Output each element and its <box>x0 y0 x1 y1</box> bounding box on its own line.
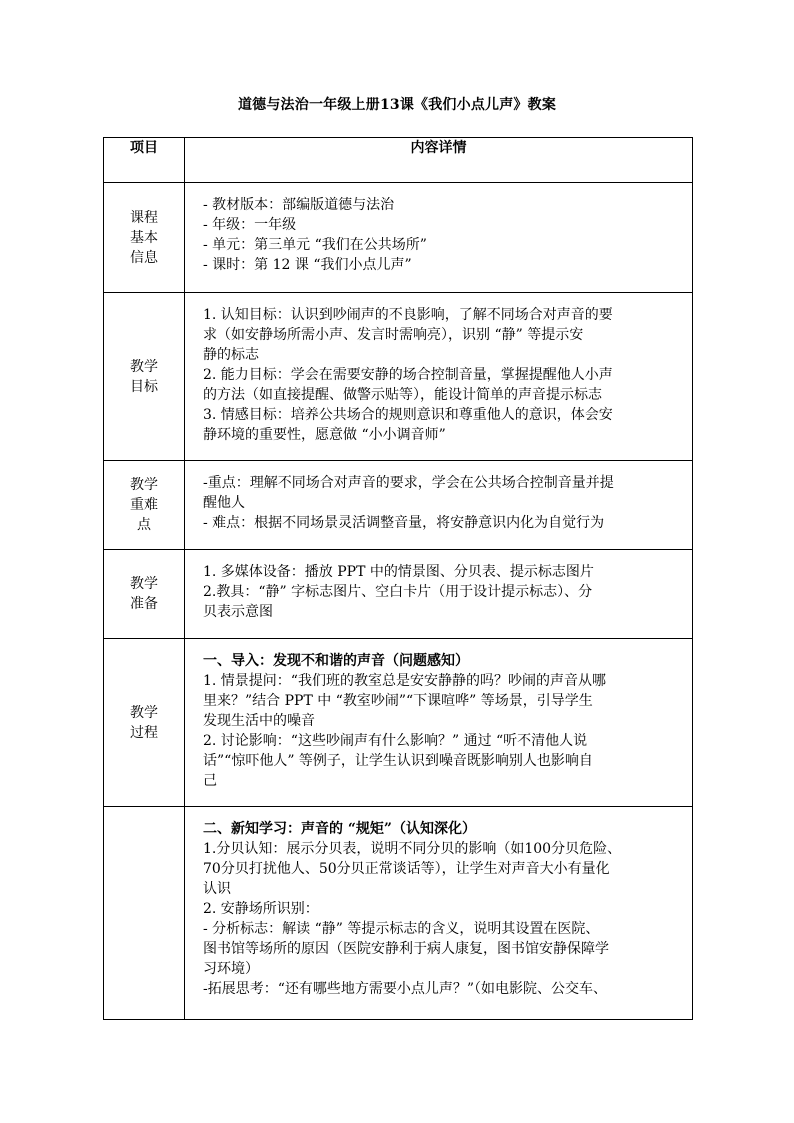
content-line: 70分贝打扰他人、50分贝正常谈话等），让学生对声音大小有量化 <box>203 861 610 877</box>
row-label-line: 教学 <box>130 477 158 493</box>
row-label-line: 点 <box>137 517 151 533</box>
row-label-cell <box>104 807 185 1020</box>
section-heading: 二、新知学习：声音的 “规矩”（认知深化） <box>203 821 476 837</box>
content-line: 1. 情景提问：“我们班的教室总是安安静静的吗？吵闹的声音从哪 <box>203 673 606 689</box>
row-label-line: 重难 <box>130 497 158 513</box>
content-line: 图书馆等场所的原因（医院安静利于病人康复，图书馆安静保障学 <box>203 941 609 957</box>
row-content-cell <box>185 293 693 461</box>
row-label-line: 教学 <box>130 358 158 375</box>
content-line: 1. 多媒体设备：播放 PPT 中的情景图、分贝表、提示标志图片 <box>203 564 594 580</box>
content-line: 1.分贝认知：展示分贝表，说明不同分贝的影响（如100分贝危险、 <box>203 841 622 857</box>
row-label-cell <box>104 639 185 807</box>
row-label-cell <box>104 293 185 461</box>
row-label-cell <box>104 461 185 550</box>
row-label-line: 准备 <box>130 596 158 612</box>
content-line: 发现生活中的噪音 <box>203 713 315 729</box>
row-label-line: 基本 <box>130 229 158 246</box>
row-content-cell <box>185 639 693 807</box>
content-line: 2.教具：“静” 字标志图片、空白卡片（用于设计提示标志）、分 <box>203 584 593 600</box>
content-line: 醒他人 <box>203 495 245 511</box>
content-line: 贝表示意图 <box>203 604 273 620</box>
lesson-plan-table <box>103 137 693 1020</box>
content-line: 静环境的重要性，愿意做 “小小调音师” <box>203 427 446 443</box>
content-line: - 年级：一年级 <box>203 217 297 233</box>
section-heading: 一、导入：发现不和谐的声音（问题感知） <box>203 653 469 669</box>
content-line: 2. 安静场所识别： <box>203 901 319 917</box>
content-line: 己 <box>203 773 217 789</box>
content-line: -重点：理解不同场合对声音的要求，学会在公共场合控制音量并提 <box>203 475 614 491</box>
content-line: 2. 能力目标：学会在需要安静的场合控制音量，掌握提醒他人小声 <box>203 367 613 383</box>
row-label-line: 过程 <box>130 724 158 741</box>
row-content-cell <box>185 550 693 639</box>
content-line: 2. 讨论影响：“这些吵闹声有什么影响？” 通过 “听不清他人说 <box>203 733 588 749</box>
content-line: 认识 <box>203 881 231 897</box>
table-row <box>104 807 693 1020</box>
row-label-cell <box>104 550 185 639</box>
row-label-line: 课程 <box>130 209 158 226</box>
row-label-line: 信息 <box>130 249 158 266</box>
row-content-cell <box>185 183 693 293</box>
content-line: -拓展思考：“还有哪些地方需要小点儿声？”（如电影院、公交车、 <box>203 981 608 997</box>
content-line: 求（如安静场所需小声、发言时需响亮），识别 “静” 等提示安 <box>203 327 584 343</box>
content-line: 1. 认知目标：认识到吵闹声的不良影响，了解不同场合对声音的要 <box>203 307 613 323</box>
table-row <box>104 639 693 807</box>
content-line: - 教材版本：部编版道德与法治 <box>203 197 395 213</box>
content-line: - 单元：第三单元 “我们在公共场所” <box>203 237 427 253</box>
table-row <box>104 293 693 461</box>
content-line: 习环境） <box>203 961 259 977</box>
table-row <box>104 550 693 639</box>
row-label-line: 教学 <box>130 576 158 592</box>
table-row <box>104 461 693 550</box>
table-row <box>104 183 693 293</box>
row-content-cell <box>185 807 693 1020</box>
content-line: 的方法（如直接提醒、做警示贴等），能设计简单的声音提示标志 <box>203 387 602 403</box>
document-title: 道德与法治一年级上册13课《我们小点儿声》教案 <box>237 97 557 113</box>
content-line: - 难点：根据不同场景灵活调整音量，将安静意识内化为自觉行为 <box>203 515 605 531</box>
header-details: 内容详情 <box>185 138 693 183</box>
row-content-cell <box>185 461 693 550</box>
row-label-line: 目标 <box>130 378 158 395</box>
row-label-line: 教学 <box>130 704 158 721</box>
header-item: 项目 <box>104 138 185 183</box>
content-line: 话”“惊吓他人” 等例子，让学生认识到噪音既影响别人也影响自 <box>203 753 593 769</box>
content-line: 3. 情感目标：培养公共场合的规则意识和尊重他人的意识，体会安 <box>203 407 613 423</box>
content-line: - 分析标志：解读 “静” 等提示标志的含义，说明其设置在医院、 <box>203 921 600 937</box>
content-line: 静的标志 <box>203 347 259 363</box>
content-line: - 课时：第 12 课 “我们小点儿声” <box>203 257 412 273</box>
table-header-row <box>104 138 693 183</box>
row-label-cell <box>104 183 185 293</box>
content-line: 里来？”结合 PPT 中 “教室吵闹”“下课喧哗” 等场景，引导学生 <box>203 693 593 709</box>
